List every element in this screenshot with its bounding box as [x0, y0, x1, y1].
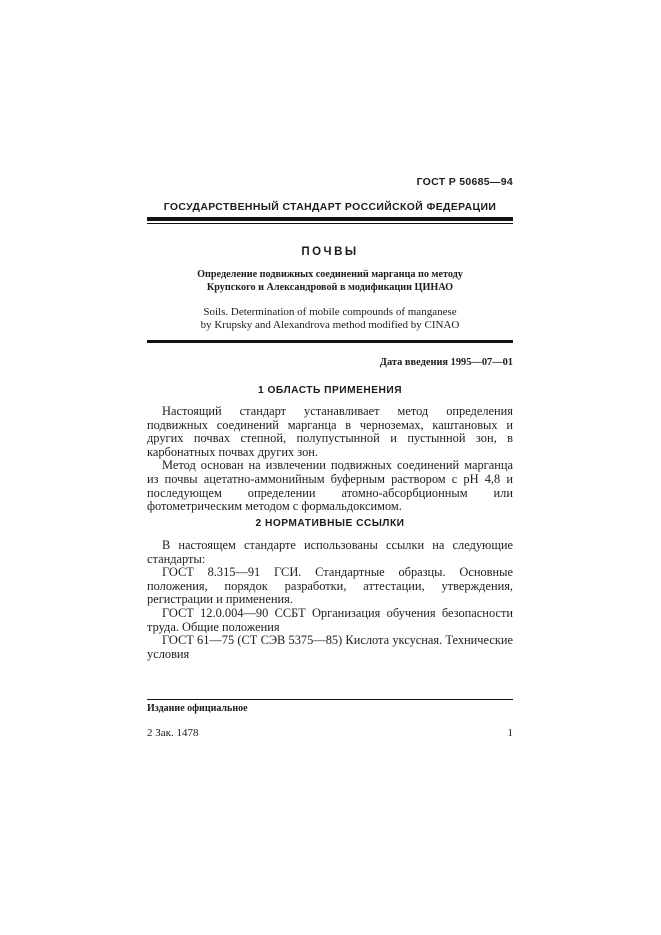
- title-ru-line1: Определение подвижных соединений марганца по методу: [197, 269, 463, 280]
- header-rule-top: [147, 217, 513, 221]
- section-2-heading: 2 НОРМАТИВНЫЕ ССЫЛКИ: [255, 518, 405, 529]
- reference-gost-61-75: ГОСТ 61—75 (СТ СЭВ 5375—85) Кислота уксусная. Технические условия: [147, 633, 513, 661]
- section-1-heading: 1 ОБЛАСТЬ ПРИМЕНЕНИЯ: [257, 385, 403, 396]
- reference-gost-8-315: ГОСТ 8.315—91 ГСИ. Стандартные образцы. Основные положения, порядок разработки, аттестации, утверждения, регистрации и применения.: [147, 565, 513, 607]
- title-rule: [147, 340, 513, 343]
- title-ru-line2: Крупского и Александровой в модификации ЦИНАО: [206, 282, 454, 293]
- introduction-date: Дата введения 1995—07—01: [379, 357, 513, 368]
- section-1-paragraph-2: Метод основан на извлечении подвижных соединений марганца из почвы ацетатно-аммонийным буферным раствором с pH 4,8 и последующем определении атомно-абсорбционным или фотометрическим методом с формальдоксимом.: [147, 458, 513, 514]
- order-number: 2 Зак. 1478: [147, 727, 199, 739]
- page-number: 1: [507, 727, 513, 739]
- reference-gost-12-0-004: ГОСТ 12.0.004—90 ССБТ Организация обучения безопасности труда. Общие положения: [147, 605, 513, 634]
- footer-rule: [147, 699, 513, 700]
- edition-label: Издание официальное: [147, 703, 248, 714]
- section-1-paragraph-1: Настоящий стандарт устанавливает метод определения подвижных соединений марганца в черноземах, каштановых и других почвах степной, полупустынной и пустынной зон, в карбонатных почвах других зон.: [147, 404, 513, 459]
- agency-title: ГОСУДАРСТВЕННЫЙ СТАНДАРТ РОССИЙСКОЙ ФЕДЕРАЦИИ: [163, 202, 497, 213]
- title-en-line2: by Krupsky and Alexandrova method modified by CINAO: [200, 319, 460, 331]
- header-rule-bottom: [147, 223, 513, 224]
- document-title: ПОЧВЫ: [301, 246, 359, 258]
- document-code: ГОСТ Р 50685—94: [416, 176, 513, 188]
- section-1-body: [147, 405, 513, 514]
- section-2-paragraph-1: В настоящем стандарте использованы ссылки на следующие стандарты:: [147, 538, 513, 566]
- section-2-body: [147, 539, 513, 661]
- title-en-line1: Soils. Determination of mobile compounds of manganese: [203, 306, 457, 318]
